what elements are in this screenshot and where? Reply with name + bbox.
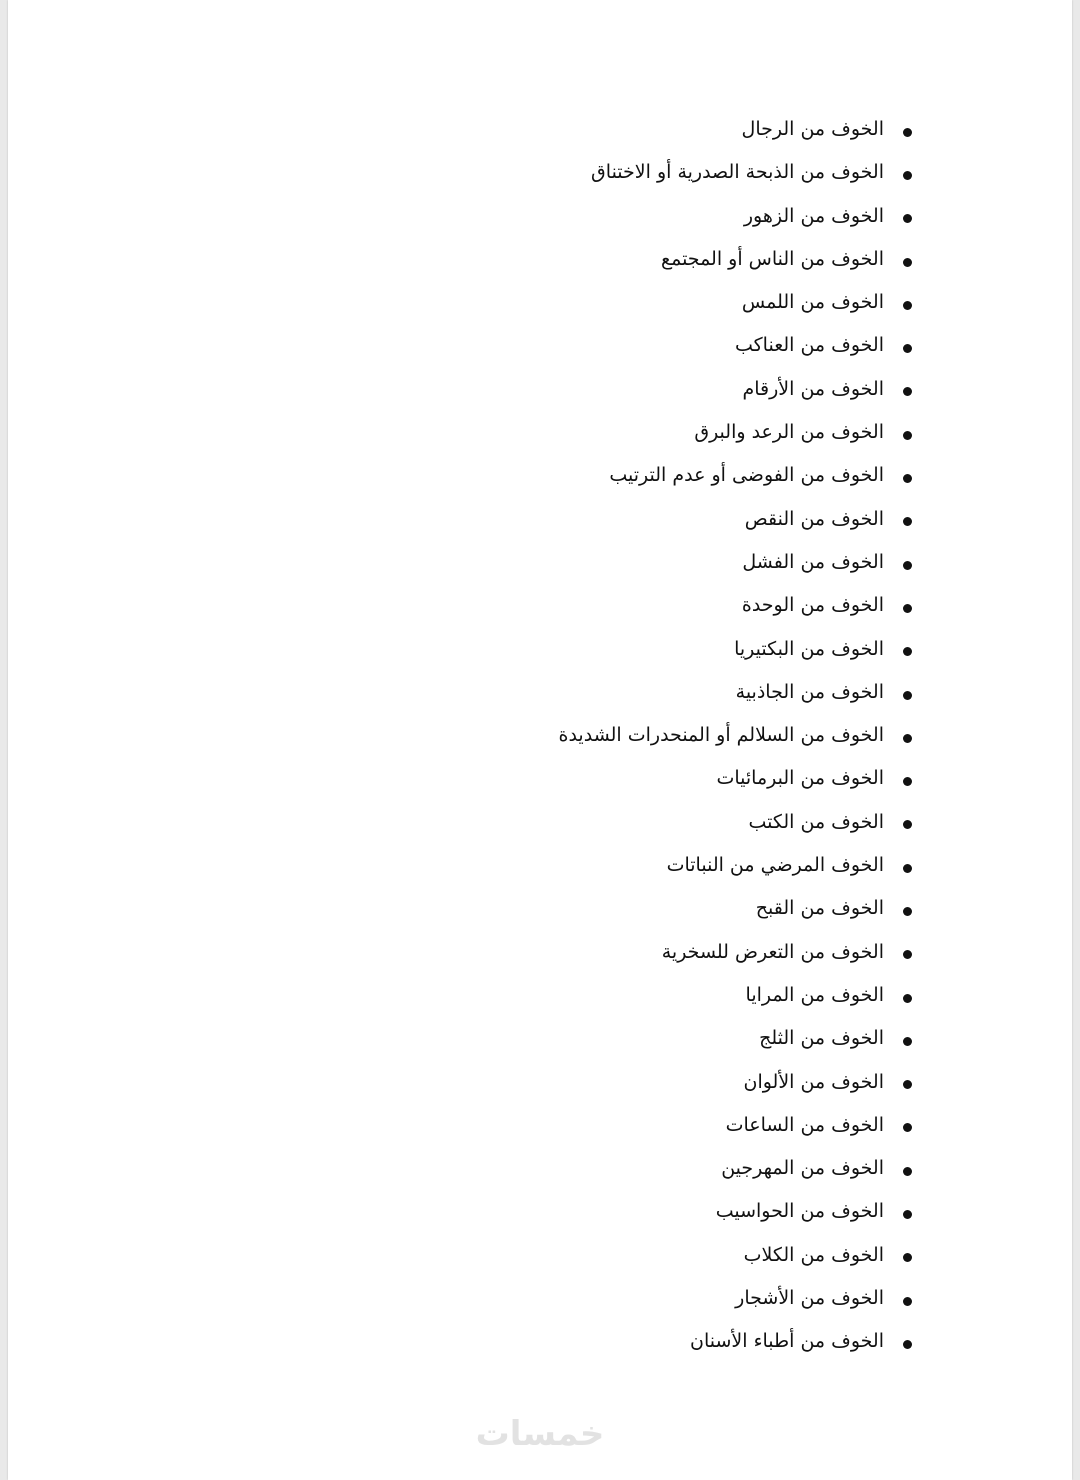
- list-item: [559, 974, 913, 1017]
- list-item: [559, 1147, 913, 1190]
- bullet-icon: [903, 1340, 912, 1349]
- list-item-text: الخوف من الزهور: [743, 204, 884, 227]
- list-item: [559, 1234, 913, 1277]
- bullet-icon: [903, 1123, 912, 1132]
- list-item: [559, 238, 913, 281]
- list-item-text: الخوف من الفشل: [742, 550, 884, 573]
- list-item: [559, 151, 913, 194]
- list-item-text: الخوف من الرعد والبرق: [694, 421, 884, 444]
- list-item: [559, 1104, 913, 1147]
- list-item: [559, 931, 913, 974]
- list-item-text: الخوف من الحواسيب: [715, 1200, 884, 1223]
- list-item: [559, 1190, 913, 1233]
- list-item-text: الخوف من القبح: [755, 897, 884, 920]
- bullet-icon: [903, 864, 912, 873]
- list-item-text: الخوف من الألوان: [743, 1070, 884, 1093]
- bullet-icon: [903, 1297, 912, 1306]
- bullet-icon: [903, 907, 912, 916]
- list-item: [559, 411, 913, 454]
- list-item-text: الخوف من الوحدة: [741, 594, 884, 617]
- list-item: [559, 671, 913, 714]
- list-item: [559, 584, 913, 627]
- list-item: [559, 454, 913, 497]
- list-item-text: الخوف من النقص: [744, 507, 884, 530]
- bullet-icon: [903, 994, 912, 1003]
- bullet-icon: [903, 344, 912, 353]
- bullet-icon: [903, 387, 912, 396]
- list-item-text: الخوف من المهرجين: [721, 1157, 884, 1180]
- list-item-text: الخوف من الكتب: [748, 810, 884, 833]
- list-item: [559, 757, 913, 800]
- list-item: [559, 368, 913, 411]
- list-item: [559, 281, 913, 324]
- bullet-icon: [903, 691, 912, 700]
- list-item-text: الخوف من الأرقام: [742, 377, 884, 400]
- list-item: [559, 108, 913, 151]
- bullet-icon: [903, 258, 912, 267]
- bullet-icon: [903, 214, 912, 223]
- bullet-icon: [903, 128, 912, 137]
- list-item-text: الخوف من الجاذبية: [735, 680, 884, 703]
- bullet-icon: [903, 431, 912, 440]
- list-item-text: الخوف من السلالم أو المنحدرات الشديدة: [558, 724, 884, 747]
- list-item: [559, 195, 913, 238]
- bullet-icon: [903, 1253, 912, 1262]
- bullet-icon: [903, 1037, 912, 1046]
- bullet-icon: [903, 171, 912, 180]
- list-item-text: الخوف من الثلج: [759, 1027, 884, 1050]
- list-item-text: الخوف من الذبحة الصدرية أو الاختناق: [591, 161, 884, 184]
- list-item: [559, 1061, 913, 1104]
- bullet-icon: [903, 734, 912, 743]
- bullet-icon: [903, 950, 912, 959]
- list-item-text: الخوف من المرايا: [745, 983, 884, 1006]
- list-item-text: الخوف من أطباء الأسنان: [690, 1330, 884, 1353]
- bullet-icon: [903, 1080, 912, 1089]
- list-item: [559, 1017, 913, 1060]
- bullet-icon: [903, 777, 912, 786]
- list-item-text: الخوف من البكتيريا: [734, 637, 884, 660]
- list-item-text: الخوف من العناكب: [734, 334, 884, 357]
- bullet-icon: [903, 647, 912, 656]
- list-item: [559, 324, 913, 367]
- bullet-icon: [903, 1210, 912, 1219]
- document-page: [8, 0, 1072, 1480]
- fears-list: [559, 108, 913, 1364]
- list-item-text: الخوف من البرمائيات: [716, 767, 884, 790]
- list-item-text: الخوف من الساعات: [725, 1113, 884, 1136]
- list-item: [559, 628, 913, 671]
- list-item: [559, 844, 913, 887]
- list-item: [559, 541, 913, 584]
- bullet-icon: [903, 561, 912, 570]
- list-item-text: الخوف من الرجال: [741, 118, 884, 140]
- list-item-text: الخوف من الكلاب: [743, 1243, 884, 1266]
- list-item: [559, 887, 913, 930]
- list-item-text: الخوف من اللمس: [741, 291, 884, 314]
- list-item: [559, 714, 913, 757]
- watermark-logo: خمسات: [475, 1414, 605, 1454]
- list-item-text: الخوف من الأشجار: [735, 1287, 884, 1310]
- bullet-icon: [903, 517, 912, 526]
- list-item: [559, 498, 913, 541]
- list-item: [559, 1320, 913, 1363]
- bullet-icon: [903, 820, 912, 829]
- list-item: [559, 801, 913, 844]
- list-item-text: الخوف المرضي من النباتات: [666, 854, 884, 877]
- list-item-text: الخوف من التعرض للسخرية: [661, 940, 884, 963]
- bullet-icon: [903, 474, 912, 483]
- bullet-icon: [903, 301, 912, 310]
- bullet-icon: [903, 1167, 912, 1176]
- bullet-icon: [903, 604, 912, 613]
- list-item-text: الخوف من الناس أو المجتمع: [660, 247, 884, 270]
- list-item-text: الخوف من الفوضى أو عدم الترتيب: [609, 464, 884, 487]
- list-item: [559, 1277, 913, 1320]
